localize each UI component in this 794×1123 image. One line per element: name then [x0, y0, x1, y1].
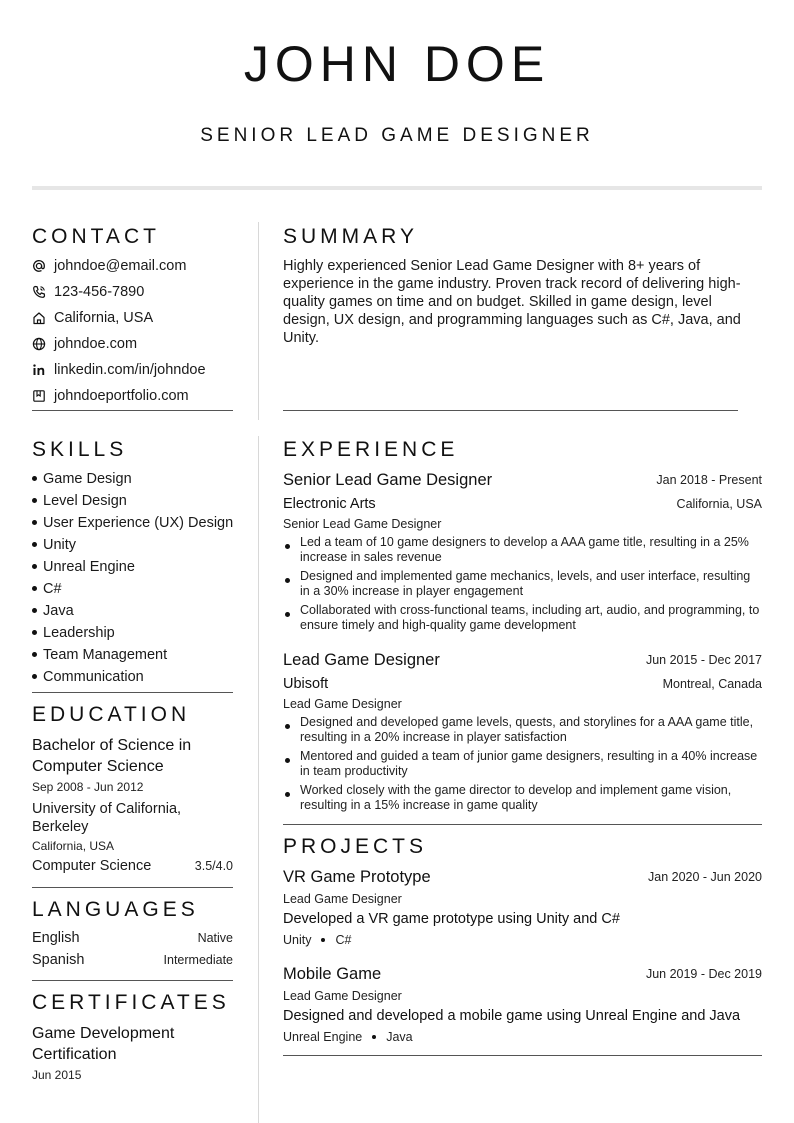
- bullet-icon: [32, 652, 37, 657]
- contact-divider: [32, 410, 233, 411]
- portfolio-icon: [32, 389, 46, 403]
- job-bullet: Collaborated with cross-functional teams, including art, audio, and programming, to ensure timely and high-quality game development: [300, 603, 762, 633]
- job-dates: Jun 2015 - Dec 2017: [645, 653, 762, 667]
- project-role: Lead Game Designer: [283, 892, 402, 906]
- language-level: Native: [197, 931, 233, 945]
- contact-phone[interactable]: [32, 282, 144, 302]
- job-title: Senior Lead Game Designer: [283, 471, 493, 489]
- education-location: California, USA: [32, 839, 115, 853]
- education-gpa: 3.5/4.0: [194, 859, 233, 873]
- column-divider-top: [258, 222, 259, 420]
- job-bullet: Designed and implemented game mechanics, levels, and user interface, resulting in a 30% increase in player engagement: [300, 569, 762, 599]
- contact-website-text: johndoe.com: [54, 336, 138, 352]
- linkedin-icon: [32, 363, 46, 377]
- contact-linkedin-text: linkedin.com/in/johndoe: [54, 362, 206, 378]
- contact-phone-text: 123-456-7890: [54, 284, 145, 300]
- job-bullet: Led a team of 10 game designers to develop a AAA game title, resulting in a 25% increase in sales revenue: [300, 535, 762, 565]
- candidate-title: SENIOR LEAD GAME DESIGNER: [200, 125, 594, 146]
- contact-portfolio[interactable]: [32, 386, 189, 406]
- experience-heading: EXPERIENCE: [283, 438, 459, 461]
- project-role: Lead Game Designer: [283, 989, 402, 1003]
- project-tag: Unreal Engine: [283, 1030, 363, 1044]
- contact-location: [32, 308, 153, 328]
- languages-divider: [32, 980, 233, 981]
- project-tag: Java: [386, 1030, 413, 1044]
- skill-item: User Experience (UX) Design: [32, 514, 233, 532]
- contact-location-text: California, USA: [54, 310, 154, 326]
- certificate-name: Game Development Certification: [32, 1025, 175, 1063]
- globe-icon: [32, 337, 46, 351]
- education-field-row: [32, 858, 233, 874]
- skill-item: Communication: [32, 668, 144, 686]
- skills-heading: SKILLS: [32, 438, 128, 461]
- contact-website[interactable]: [32, 334, 137, 354]
- bullet-icon: [32, 608, 37, 613]
- education-heading: EDUCATION: [32, 703, 191, 726]
- projects-heading: PROJECTS: [283, 835, 428, 858]
- education-field: Computer Science: [32, 858, 152, 874]
- job-location: California, USA: [676, 497, 762, 511]
- skill-item: Java: [32, 602, 74, 620]
- at-icon: [32, 259, 46, 273]
- job-bullet: Mentored and guided a team of junior game designers, resulting in a 40% increase in team productivity: [300, 749, 762, 779]
- project-dates: Jun 2019 - Dec 2019: [645, 967, 762, 981]
- bullet-icon: [32, 630, 37, 635]
- project-tags: [283, 932, 351, 948]
- home-icon: [32, 311, 46, 325]
- project-description: Developed a VR game prototype using Unity and C#: [283, 911, 620, 927]
- project-tag: Unity: [283, 933, 312, 947]
- skills-divider: [32, 692, 233, 693]
- job-dates: Jan 2018 - Present: [656, 473, 762, 487]
- bullet-icon: [32, 674, 37, 679]
- project-tags: [283, 1029, 413, 1045]
- skill-item: Unity: [32, 536, 76, 554]
- job-company: Electronic Arts: [283, 496, 376, 512]
- summary-divider: [283, 410, 738, 411]
- language-name: Spanish: [32, 952, 85, 968]
- job-bullet: Worked closely with the game director to develop and implement game vision, resulting in a 15% increase in game quality: [300, 783, 762, 813]
- skill-item: Game Design: [32, 470, 132, 488]
- project-tag: C#: [335, 933, 352, 947]
- skill-item: Unreal Engine: [32, 558, 135, 576]
- language-row: [32, 952, 233, 968]
- language-name: English: [32, 930, 80, 946]
- job-location: Montreal, Canada: [662, 677, 762, 691]
- skill-item: C#: [32, 580, 62, 598]
- project-title: Mobile Game: [283, 965, 382, 983]
- education-divider: [32, 887, 233, 888]
- phone-icon: [32, 285, 46, 299]
- skill-item: Team Management: [32, 646, 167, 664]
- project-dates: Jan 2020 - Jun 2020: [648, 870, 762, 884]
- summary-heading: SUMMARY: [283, 225, 418, 248]
- contact-linkedin[interactable]: [32, 360, 206, 380]
- header-divider: [32, 186, 762, 190]
- contact-email[interactable]: [32, 256, 186, 276]
- job-role: Lead Game Designer: [283, 697, 402, 711]
- education-dates: Sep 2008 - Jun 2012: [32, 780, 144, 794]
- language-row: [32, 930, 233, 946]
- contact-portfolio-text: johndoeportfolio.com: [54, 388, 189, 404]
- education-school: University of California, Berkeley: [32, 801, 182, 835]
- bullet-icon: [32, 564, 37, 569]
- skill-item: Level Design: [32, 492, 127, 510]
- contact-email-text: johndoe@email.com: [54, 258, 187, 274]
- job-company: Ubisoft: [283, 676, 329, 692]
- language-level: Intermediate: [163, 953, 233, 967]
- candidate-name: JOHN DOE: [243, 36, 551, 92]
- column-divider-bottom: [258, 436, 259, 1123]
- summary-text: Highly experienced Senior Lead Game Designer with 8+ years of experience in the game industry. Proven track record of delivering high-quality games on time and on budget. Skilled in game design, level design, UX design, and programming languages such as C#, Java, and Unity.: [283, 258, 741, 346]
- bullet-icon: [372, 1035, 376, 1039]
- projects-divider: [283, 1055, 762, 1056]
- languages-heading: LANGUAGES: [32, 898, 199, 921]
- job-title: Lead Game Designer: [283, 651, 440, 669]
- job-bullet: Designed and developed game levels, quests, and storylines for a AAA game title, resulting in a 20% increase in player satisfaction: [300, 715, 762, 745]
- bullet-icon: [32, 476, 37, 481]
- certificates-heading: CERTIFICATES: [32, 991, 230, 1014]
- project-description: Designed and developed a mobile game using Unreal Engine and Java: [283, 1008, 741, 1024]
- job-role: Senior Lead Game Designer: [283, 517, 442, 531]
- project-title: VR Game Prototype: [283, 868, 431, 886]
- experience-divider: [283, 824, 762, 825]
- bullet-icon: [321, 938, 325, 942]
- certificate-date: Jun 2015: [32, 1068, 82, 1082]
- bullet-icon: [32, 586, 37, 591]
- skill-item: Leadership: [32, 624, 115, 642]
- contact-heading: CONTACT: [32, 225, 160, 248]
- bullet-icon: [32, 498, 37, 503]
- education-degree: Bachelor of Science in Computer Science: [32, 737, 192, 775]
- bullet-icon: [32, 520, 37, 525]
- bullet-icon: [32, 542, 37, 547]
